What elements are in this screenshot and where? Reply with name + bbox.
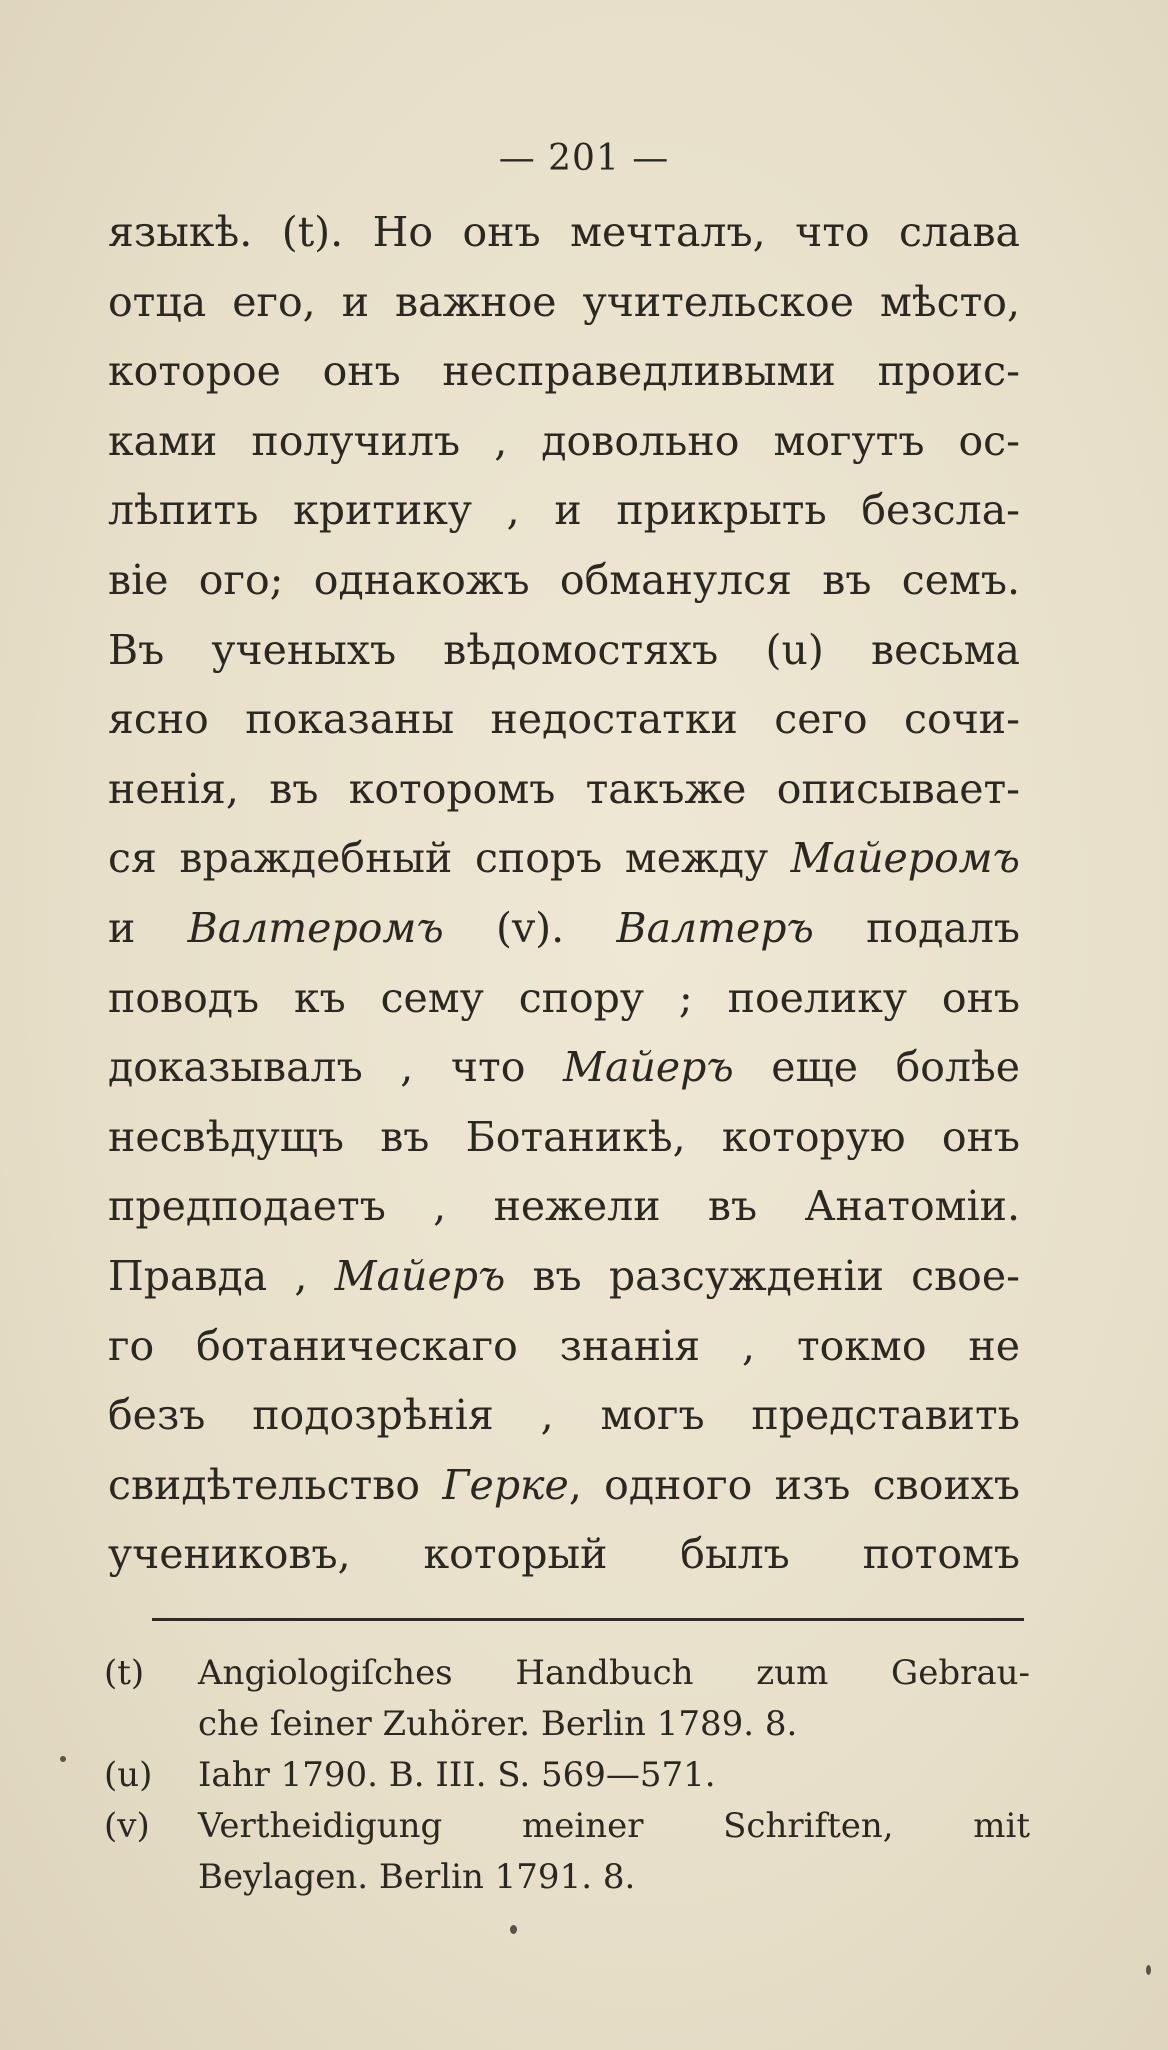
text-line: [108, 894, 1020, 964]
footnote-line: Iahr 1790. B. III. S. 569—571.: [198, 1755, 716, 1795]
footnotes: [104, 1648, 1030, 1903]
text-line: [108, 546, 1020, 616]
italic-name: Герке: [442, 1460, 569, 1509]
footnote-text: [198, 1750, 1030, 1801]
text-run: еще болѣе: [733, 1043, 1020, 1092]
text-run: языкѣ. (t). Но онъ мечталъ, что слава: [108, 208, 1020, 256]
text-run: подалъ: [813, 903, 1020, 952]
ink-speck: [1146, 1965, 1151, 1975]
footnote-mark: (t): [104, 1653, 145, 1693]
text-run: несвѣдущъ въ Ботаникѣ, которую онъ: [108, 1112, 1020, 1161]
body-text: [108, 198, 1020, 1590]
text-line: [108, 755, 1020, 825]
text-run: въ разсужденіи свое-: [505, 1251, 1020, 1300]
footnote-line: Vertheidigung meiner Schriften, mit: [198, 1806, 1030, 1846]
footnote-divider: [152, 1618, 1024, 1621]
text-line: [108, 1451, 1020, 1521]
text-line: [108, 337, 1020, 407]
text-line: [108, 476, 1020, 546]
text-line: [108, 1381, 1020, 1451]
text-run: свидѣтельство: [108, 1460, 443, 1509]
italic-name: Майеромъ: [790, 834, 1020, 883]
text-run: поводъ къ сему спору ; поелику онъ: [108, 973, 1020, 1022]
text-line: [108, 685, 1020, 755]
text-run: ненія, въ которомъ такъже описывает-: [108, 764, 1020, 813]
footnote-text: [198, 1801, 1030, 1903]
text-run: учениковъ, который былъ потомъ: [108, 1530, 1020, 1579]
footnote-mark: (v): [104, 1806, 150, 1846]
text-run: и: [108, 903, 188, 952]
text-line: [108, 1312, 1020, 1382]
footnote-line: che ſeiner Zuhörer. Berlin 1789. 8.: [198, 1704, 798, 1744]
text-run: го ботаническаго знанія , токмо не: [108, 1321, 1020, 1370]
italic-name: Валтеромъ: [187, 903, 444, 952]
text-run: доказывалъ , что: [108, 1043, 564, 1092]
text-line: [108, 616, 1020, 686]
text-run: безъ подозрѣнія , могъ представить: [108, 1391, 1020, 1440]
italic-name: Майеръ: [563, 1043, 734, 1092]
text-line: [108, 1103, 1020, 1173]
text-run: , одного изъ своихъ: [568, 1460, 1020, 1509]
text-run: Правда ,: [108, 1251, 335, 1300]
page-number: — 201 —: [498, 138, 670, 179]
text-line: [108, 1242, 1020, 1312]
text-run: отца его, и важное учительское мѣсто,: [108, 277, 1020, 326]
italic-name: Майеръ: [334, 1251, 506, 1300]
text-run: которое онъ несправедливыми проис-: [108, 347, 1020, 396]
footnote-mark: (u): [104, 1755, 153, 1795]
text-line: [108, 198, 1020, 268]
text-run: предподаетъ , нежели въ Анатоміи.: [108, 1182, 1020, 1231]
footnote-text: [198, 1648, 1030, 1750]
ink-speck: [510, 1925, 517, 1934]
footnote-line: Beylagen. Berlin 1791. 8.: [198, 1857, 636, 1897]
text-run: лѣпить критику , и прикрыть безсла-: [108, 486, 1020, 535]
text-run: (v).: [443, 903, 617, 952]
footnote: [104, 1648, 1030, 1750]
ink-speck: [60, 1756, 66, 1762]
text-line: [108, 1033, 1020, 1103]
text-run: Въ ученыхъ вѣдомостяхъ (u) весьма: [108, 625, 1020, 674]
footnote-line: Angiologiſches Handbuch zum Gebrau-: [198, 1653, 1030, 1693]
footnote: [104, 1801, 1030, 1903]
text-run: ками получилъ , довольно могутъ ос-: [108, 416, 1020, 465]
footnote: [104, 1750, 1030, 1801]
text-line: [108, 1172, 1020, 1242]
text-line: [108, 964, 1020, 1034]
text-line: [108, 268, 1020, 338]
text-line: [108, 407, 1020, 477]
text-run: ясно показаны недостатки сего сочи-: [108, 695, 1020, 744]
text-run: ся враждебный споръ между: [108, 834, 791, 883]
text-line: [108, 1520, 1020, 1590]
text-line: [108, 824, 1020, 894]
text-run: віе ого; однакожъ обманулся въ семъ.: [108, 555, 1020, 604]
italic-name: Валтеръ: [616, 903, 814, 952]
